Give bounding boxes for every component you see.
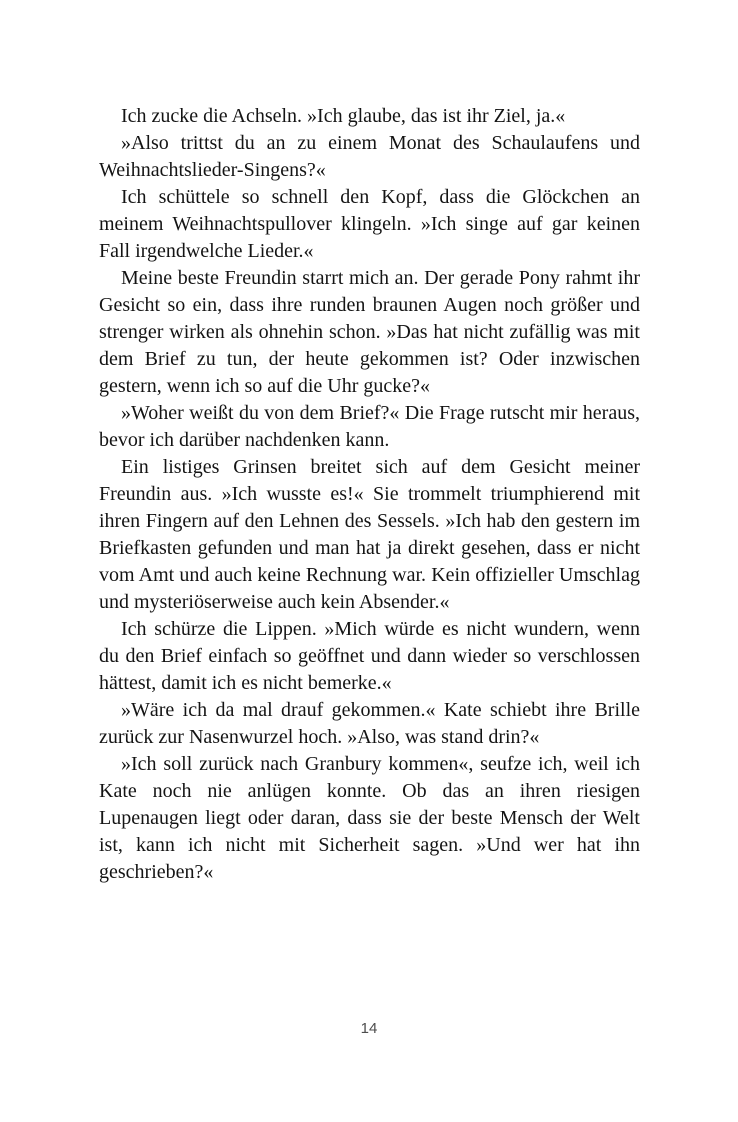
body-text-block (99, 103, 640, 886)
page-number: 14 (360, 1020, 378, 1037)
paragraph: »Ich soll zurück nach Granbury kommen«, seufze ich, weil ich Kate noch nie anlügen konnte. Ob das an ihren riesigen Lupenaugen liegt oder daran, dass sie der beste Mensch der Welt ist, kann ich nicht mit Sicherheit sagen. »Und wer hat ihn geschrieben?« (99, 753, 640, 883)
paragraph: Ich zucke die Achseln. »Ich glaube, das ist ihr Ziel, ja.« (121, 105, 566, 127)
paragraph: Meine beste Freundin starrt mich an. Der gerade Pony rahmt ihr Gesicht so ein, dass ihre runden braunen Augen noch größer und strenger wirken als ohnehin schon. »Das hat nicht zufällig was mit dem Brief zu tun, der heute gekommen ist? Oder inzwischen gestern, wenn ich so auf die Uhr gucke?« (99, 267, 640, 397)
paragraph: »Wäre ich da mal drauf gekommen.« Kate schiebt ihre Brille zurück zur Nasenwurzel hoch. »Also, was stand drin?« (99, 699, 640, 748)
paragraph: Ich schüttele so schnell den Kopf, dass die Glöckchen an meinem Weihnachtspullover klingeln. »Ich singe auf gar keinen Fall irgendwelche Lieder.« (99, 186, 640, 262)
paragraph: »Also trittst du an zu einem Monat des Schaulaufens und Weihnachtslieder-Singens?« (99, 132, 640, 181)
paragraph: Ich schürze die Lippen. »Mich würde es nicht wundern, wenn du den Brief einfach so geöffnet und dann wieder so verschlossen hättest, damit ich es nicht bemerke.« (99, 618, 640, 694)
paragraph: »Woher weißt du von dem Brief?« Die Frage rutscht mir heraus, bevor ich darüber nachdenken kann. (99, 402, 640, 451)
paragraph: Ein listiges Grinsen breitet sich auf dem Gesicht meiner Freundin aus. »Ich wusste es!« Sie trommelt triumphierend mit ihren Fingern auf den Lehnen des Sessels. »Ich hab den gestern im Briefkasten gefunden und man hat ja direkt gesehen, dass er nicht vom Amt und auch keine Rechnung war. Kein offizieller Umschlag und mysteriöserweise auch kein Absender.« (99, 456, 640, 613)
